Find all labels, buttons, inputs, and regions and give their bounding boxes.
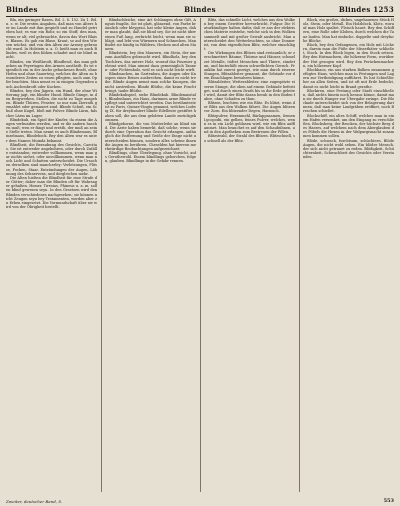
signature-line: Zweiter, deutscher Band, S. bbox=[6, 499, 63, 504]
entry-paragraph: Blindstein, bey den Maurern, ein Stein, der nur zum Ausfüllen gebraucht wird. Blindholz, bey den Tischlern, das untere Holz, worauf das Fournier geleimt wird. Man nimmt dazu gemeiniglich Tannen- oder Fichtenholz, weil es sich nicht leicht wirft. bbox=[105, 51, 196, 72]
header-left: Blindes bbox=[6, 4, 38, 14]
column-2 bbox=[101, 18, 196, 492]
entry-paragraph: Blindmachen, im Gartenbau, die Augen oder Knospen eines Reises ausbrechen, damit es nicht treibe. Blinde Augen nennt man solche Knospen, die nicht austreiben. Blinde Blüthe, die keine Frucht bringt, taube Blüthe. bbox=[105, 72, 196, 93]
sheet-mark: 553 bbox=[383, 498, 394, 504]
header-center: Blindes bbox=[184, 4, 216, 14]
column-1 bbox=[6, 18, 97, 492]
entry-paragraph: Blitz, das schnelle Licht, welches aus den Wolken bey einem Gewitter hervorbricht, Fulgur. Die Naturkündiger halten dafür, daß er aus der elektrischen Materie entstehe, welche sich in den Wolken sammelt und mit großer Gewalt ausbricht. Man unterscheidet den Wetterleuchten, so ohne Donner ist, von dem eigentlichen Blitz, welcher einschlägt. bbox=[204, 18, 295, 52]
entry-paragraph: Blitzstrahl, der Strahl des Blitzes. Blitzschnell, so schnell als der Blitz. bbox=[204, 134, 295, 143]
entry-paragraph: Blindekuh, ein Spiel der Kinder, da einem die Augen verbunden werden, und er die andern haschen muß; wen er fängt und erräth, der muß an seine Stelle treten. Man nennt es auch Blindemaus, Blinzelmaus, Blindebock. Bey den Alten war es unter dem Namen Muinda bekannt. bbox=[6, 117, 97, 143]
header-right: Blindes 1253 bbox=[338, 4, 394, 14]
entry-paragraph: Blitzen, leuchten wie ein Blitz. Es blitzt, wenn der Blitz aus den Wolken fähret. Die Augen blitzen vor Zorn. Ein blitzender Degen, Harnisch. bbox=[204, 101, 295, 114]
entry-paragraph: Blindlings, ohne Überlegung, ohne Vorsicht, aufs Gerathewohl. Einem blindlings gehorchen, folgen, glauben. Blindlings in die Gefahr rennen. bbox=[105, 151, 196, 164]
entry-paragraph: Die Alten hielten die Blindheit für eine Strafe der Götter; daher man die Blinden oft für Wahrsager gehalten. Homer, Tiresias, Phineus u. a. m. sollen blind gewesen seyn. In den Gesetzen wird den Blinden verschiedenes nachgesehen; sie können nicht Zeugen seyn bey Testamenten, werden aber zu Erben eingesetzt. Die Vormundschaft über sie wird von der Obrigkeit bestellt. bbox=[6, 175, 97, 210]
entry-paragraph: Block, bey den Gefangenen, ein Holz mit Löchern, darein man die Füße der Missethäter schließet, Stock. In den Block legen, in den Stock setzen. Bey den Hutmachern, die hölzerne Form, worüber der Hut gezogen wird. Bey den Perückenmachern, ein hölzerner Kopf. bbox=[303, 42, 394, 68]
entry-paragraph: Die Wirkungen des Blitzes sind erstaunlich; er zerschmettert Bäume, Thürme und Häuser, schmelzet Metalle, tödtet Menschen und Thiere, zündet an, und hinterläßt einen schweflichten Geruch. Franklin hat zuerst gezeigt, wie man durch eiserne Stangen, Blitzableiter genannt, die Gebäude vor dem Einschlagen bewahren könne. bbox=[204, 51, 295, 81]
entry-paragraph: Blöde, schwach, furchtsam, schüchtern. Blöde Augen, die nicht wohl sehen. Ein blöder Mensch, der sich nicht getrauet zu reden. Blödigkeit, Schüchternheit, Schwachheit des Gesichts oder Verstandes. bbox=[303, 138, 394, 160]
entry-paragraph: Blindes, bey den Jägern, ein Hund, der ohne Witterung jagt, ein blinder Hund. Blinde Gänge, in den Bergwerken, Stollen, die nicht zu Tage ausgehen. Blinde Thüren, Fenster, so nur zum Zierrath gemahlet oder gemauert sind. Blinde Schuß, ein Schuß ohne Kugel, bloß mit Pulver. Blinde Lärm, falscher Lärm im Lager. bbox=[6, 88, 97, 118]
column-3 bbox=[200, 18, 295, 492]
entry-paragraph: Blockschiff, ein altes Schiff, welches man in einem Hafen versenket, um den Eingang zu verschließen. Blocksberg, der Brocken, der höchste Berg des Harzes, auf welchem nach dem Aberglauben des Pöbels die Hexen in der Walpurgisnacht zusammen kommen sollen. bbox=[303, 113, 394, 139]
entry-paragraph: Blitzpulver, Hexenmehl, Bärlappsaamen, Semen Lycopodii, ein gelbes, feines Pulver, welches, wenn es in ein Licht geblasen wird, wie ein Blitz aufflammet. Man brauchet es auf den Schaubühnen, und in den Apotheken zum Bestreuen der Pillen. bbox=[204, 113, 295, 135]
running-header bbox=[6, 2, 394, 17]
page-footer bbox=[6, 494, 394, 504]
entry-paragraph: Blindgeborne, die von Mutterleibe an blind sind. Die Ärzte haben bemerkt, daß solche, wenn sie durch eine Operation das Gesicht erlangen, anfänglich die Entfernung und Größe der Dinge nicht unterscheiden können, sondern alles scheine ihnen die Augen zu berühren. Cheselden hat hiervon merkwürdige Beobachtungen aufgezeichnet. bbox=[105, 121, 196, 151]
entry-paragraph: Block, ein großes, dickes, ungehauenes Stück Holz, Stein, oder Metall. Ein Holzblock, Klotz, worauf man Holz spaltet, Fleisch hauet. Bey den Schiffern, eine Rolle oder Kloben, durch welchen die Taue laufen. Man hat einfache, doppelte und dreyfache Blöcke. bbox=[303, 18, 394, 43]
entry-paragraph: Blindes, ein Weißbrodt, Blindbrod, das man gebacken an Feyertagen den Armen austheilt. Es ist eigentlich ein in der Asche gebackenes Brodt, ohne Hefen und ohne Sauerteig, welches die Alten zu besonderen Zeiten zu essen pflegten, auch zum Opfer brachten. Man nennt es in einigen Gegenden auch Aschenbrodt oder Kuchen. bbox=[6, 59, 97, 89]
entry-paragraph: Bla, ein geringer Rasen, Bd. 2. S. 152. Zu 1. Bd. u. s. w. Die ersten Angaben, daß man von Alters her im Lande mit ihm gespielt und zu Handel getrieben hat; es war ein Rohr, so ein Stoff, den man, wenn er alt, viel gebrauchte, davon das Wort Blaise, Blasen. Es gab ein Blase, Kraut, so auf den Wiesen wächst, und von den Alten zur Arzney gebraucht ward. In Holstein u. a. O. heißt man es auch Blindes, weil es den Kühen schadet und sie blind macht. bbox=[6, 18, 97, 60]
entry-paragraph: Blockhaus, ein aus starken Balken zusammen gefügtes Haus, welches man in Festungen und Lagern zur Vertheidigung aufführet. Es hat Schießlöcher an allen Seiten, und ist oft mit Erde bedeckt, damit es nicht leicht in Brand gerathe. bbox=[303, 67, 394, 89]
entry-paragraph: Blindekuhspiel, siehe Blindekuh. Blindenanstalt, Blindenhaus, ein Haus, darinnen arme Blinde verpflegt und unterrichtet werden. Das berühmteste ist zu Paris, Quinze-Vingts genannt, welches Ludwig IX. für dreyhundert blinde Edelleute gestiftet haben soll, die aus dem gelobten Lande zurückgekommen. bbox=[105, 92, 196, 122]
entry-paragraph: Blockiren, eine Festung oder Stadt einschließen, daß nichts hinein noch heraus könne, damit man sie durch Hunger zur Übergabe zwinge. Die Blockade unterscheidet sich von der Belagerung darinnen, daß man keine Laufgräben eröffnet, noch Breschen schießet. bbox=[303, 88, 394, 114]
column-4 bbox=[299, 18, 394, 492]
entry-paragraph: Blindschleiche, eine Art Schlangen ohne Gift, Anguis fragilis. Sie ist glatt, glänzend, von Farbe bräunlich oder bleygrau, hat sehr kleine Augen, daher man glaubt, daß sie blind sey. Sie ist nicht über einen Fuß lang, zerbricht leicht, wenn man sie schlägt, und lebt von Würmern und Schnecken. Man findet sie häufig in Wäldern, Hecken und alten Mauern. bbox=[105, 18, 196, 52]
entry-paragraph: Blitzableiter, Wetterableiter, eine zugespitzte eiserne Stange, die oben auf einem Gebäude befestiget, und durch einen Drath bis in die Erde geleitet wird, damit der Blitz daran herab in den Boden fahre, ohne Schaden zu thun. bbox=[204, 80, 295, 101]
entry-paragraph: Blindheit, die Beraubung des Gesichts, Caecitas. Sie ist entweder angebohren, oder durch Zufälle entstanden; entweder vollkommen, wenn man gar nichts siehet, oder unvollkommen, wenn man noch Licht und Schatten unterscheidet. Die Ursachen derselben sind mancherley: Verletzungen, Flüsse, Pocken, Staar, Entzündungen der Augen, Lähmung des Sehnervens, und dergleichen mehr. bbox=[6, 142, 97, 176]
text-columns bbox=[6, 18, 394, 492]
